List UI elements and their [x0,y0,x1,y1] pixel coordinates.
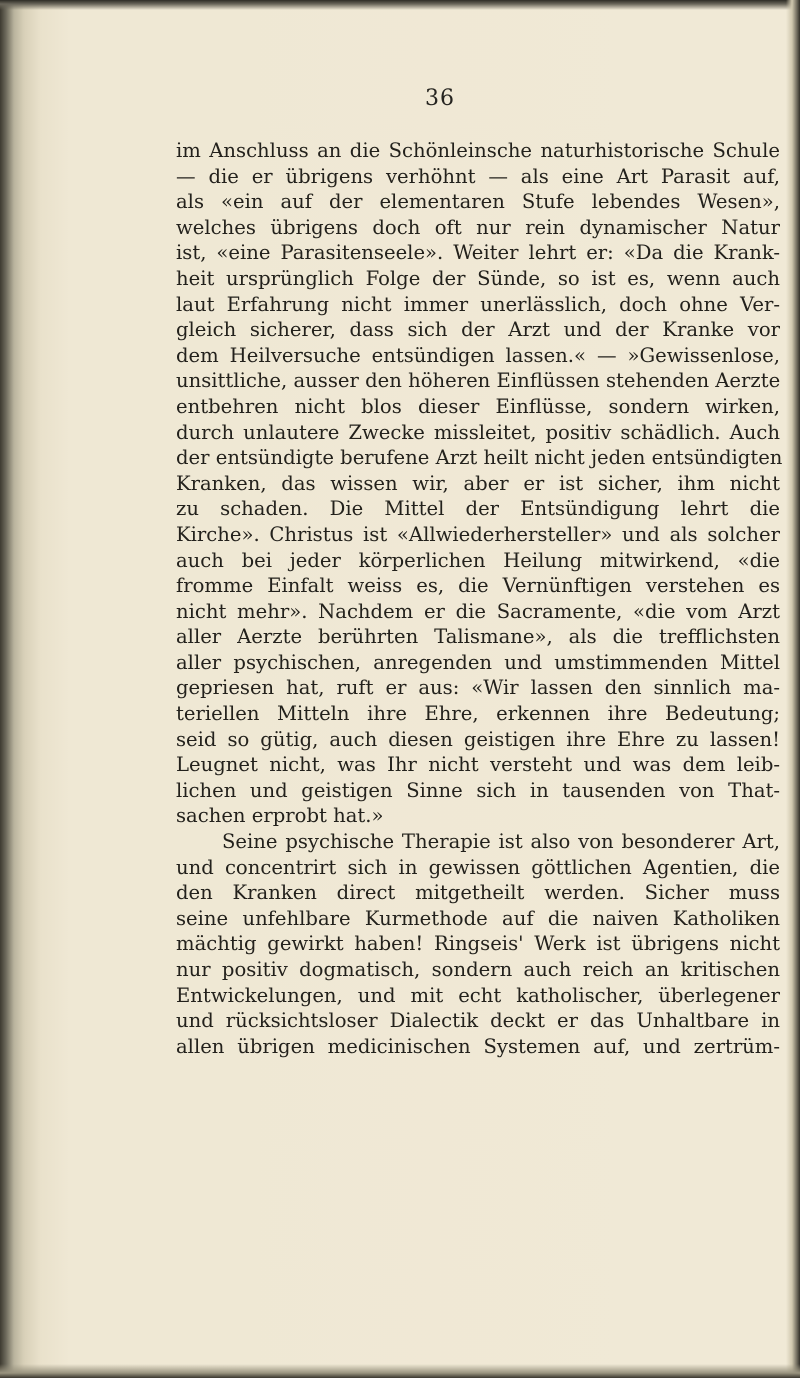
text-line: heit ursprünglich Folge der Sünde, so ist es, wenn auch [176,266,780,290]
text-line: und rücksichtsloser Dialectik deckt er das Unhaltbare in [176,1009,780,1033]
text-line: zu schaden. Die Mittel der Entsündigung lehrt die [176,497,780,521]
text-line: fromme Einfalt weiss es, die Vernünftigen verstehen es [176,574,780,598]
text-line: Entwickelungen, und mit echt katholischer, überlegener [176,983,780,1007]
text-line: nur positiv dogmatisch, sondern auch reich an kritischen [176,958,780,981]
paragraph-1 [176,138,783,829]
text-line: Leugnet nicht, was Ihr nicht versteht und was dem leib- [176,753,780,777]
text-line: dem Heilversuche entsündigen lassen.« — »Gewissenlose, [176,343,780,367]
text-line: den Kranken direct mitgetheilt werden. Sicher muss [176,881,780,905]
page-bottom-edge [0,1364,800,1378]
paragraph-2 [176,829,780,1059]
text-line: allen übrigen medicinischen Systemen auf, und zertrüm- [176,1034,780,1058]
text-line: seid so gütig, auch diesen geistigen ihre Ehre zu lassen! [176,727,780,751]
page-top-edge [0,0,800,10]
text-line: Seine psychische Therapie ist also von besonderer Art, [222,830,780,854]
text-line: seine unfehlbare Kurmethode auf die naiven Katholiken [176,906,780,930]
text-line: unsittliche, ausser den höheren Einflüssen stehenden Aerzte [176,369,781,393]
text-line: nicht mehr». Nachdem er die Sacramente, «die vom Arzt [176,599,780,623]
text-line: welches übrigens doch oft nur rein dynamischer Natur [176,215,780,239]
page-right-edge [786,0,800,1378]
body-text [176,138,783,1059]
text-line: teriellen Mitteln ihre Ehre, erkennen ihre Bedeutung; [176,702,780,726]
text-line: gleich sicherer, dass sich der Arzt und der Kranke vor [176,318,780,342]
text-line: aller psychischen, anregenden und umstimmenden Mittel [176,650,780,674]
text-line: im Anschluss an die Schönleinsche naturhistorische Schule [176,139,780,162]
text-line: auch bei jeder körperlichen Heilung mitwirkend, «die [176,548,780,572]
text-line: sachen erprobt hat.» [176,804,384,828]
text-line: laut Erfahrung nicht immer unerlässlich, doch ohne Ver- [176,292,780,316]
text-line: lichen und geistigen Sinne sich in tausenden von That- [176,778,780,802]
text-line: und concentrirt sich in gewissen göttlichen Agentien, die [176,855,780,879]
text-line: ist, «eine Parasitenseele». Weiter lehrt er: «Da die Krank- [176,241,780,265]
page-number: 36 [425,86,455,111]
text-line: aller Aerzte berührten Talismane», als die trefflichsten [176,625,780,649]
text-line: der entsündigte berufene Arzt heilt nicht jeden entsündigten [176,446,783,470]
text-line: Kranken, das wissen wir, aber er ist sicher, ihm nicht [176,471,780,495]
text-line: gepriesen hat, ruft er aus: «Wir lassen den sinnlich ma- [176,676,780,700]
text-line: als «ein auf der elementaren Stufe lebendes Wesen», [176,190,780,214]
text-line: durch unlautere Zwecke missleitet, positiv schädlich. Auch [176,420,780,444]
text-line: — die er übrigens verhöhnt — als eine Art Parasit auf, [176,164,780,188]
text-line: entbehren nicht blos dieser Einflüsse, sondern wirken, [176,394,780,418]
text-line: Kirche». Christus ist «Allwiederhersteller» und als solcher [176,522,780,546]
text-line: mächtig gewirkt haben! Ringseis' Werk ist übrigens nicht [176,932,780,956]
